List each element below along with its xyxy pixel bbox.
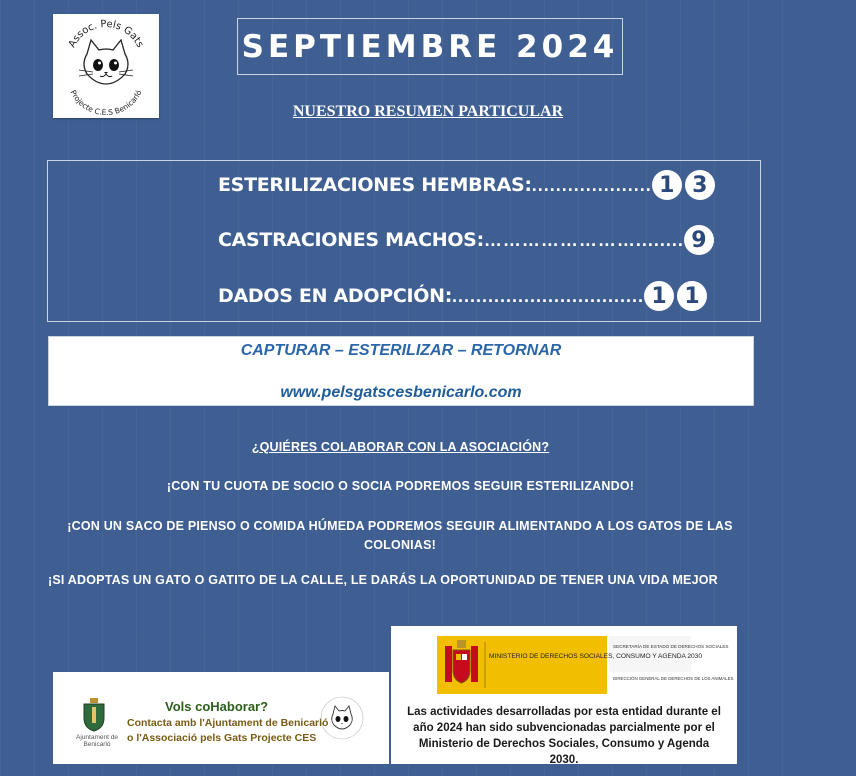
motto-text: CAPTURAR – ESTERILIZAR – RETORNAR [240,342,562,359]
stat-digit: 1 [652,170,682,200]
stat-digit: 3 [685,170,715,200]
collaboration-banner [53,672,389,764]
stat-leader-dots: ................................ [452,285,645,306]
ministry-name: MINISTERIO DE DERECHOS SOCIALES, CONSUMO Y AGENDA 2030 [489,653,703,660]
logo-top-text: Assoc. Pels Gats [66,18,146,50]
cta-question: ¿QUIÉRES COLABORAR CON LA ASOCIACIÓN? [251,440,550,454]
collab-contact-line: Contacta amb l'Ajuntament de Benicarló [127,717,329,729]
stat-row-sterilizations-female [218,170,715,200]
title-box [237,18,623,75]
stat-label: ESTERILIZACIONES HEMBRAS: [218,174,532,196]
collab-contact-line: o l'Associació pels Gats Projecte CES [127,732,317,744]
page-subtitle: NUESTRO RESUMEN PARTICULAR [292,103,564,120]
secretaria-text: SECRETARÍA DE ESTADO DE DERECHOS SOCIALES [613,644,729,649]
stat-digit: 9 [684,225,714,255]
cta-membership-fee: ¡CON TU CUOTA DE SOCIO O SOCIA PODREMOS SEGUIR ESTERILIZANDO! [166,479,635,493]
logo-bottom-text: Projecte C.E.S Benicarló [68,88,144,118]
ministry-banner [391,626,737,764]
stat-value [644,281,707,311]
ajuntament-crest-icon [81,698,107,732]
page-title: SEPTIEMBRE 2024 [241,28,619,65]
ministry-logo-icon [437,636,734,694]
stat-label: DADOS EN ADOPCIÓN: [218,285,453,307]
stat-value [684,225,714,255]
stat-digit: 1 [677,281,707,311]
ajuntament-label: Ajuntament de Benicarló [76,734,118,748]
stat-label: CASTRACIONES MACHOS: [218,229,484,251]
svg-text:Assoc. Pels Gats [67,19,146,50]
direccion-text: DIRECCIÓN GENERAL DE DERECHOS DE LOS ANIMALES [613,676,734,681]
association-small-logo-icon [319,692,365,744]
motto-panel [48,336,754,406]
subsidy-notice: Las actividades desarrolladas por esta entidad durante el año 2024 han sido subvencionadas parcialmente por el Ministerio de Derechos Sociales, Consumo y Agenda 2030. [407,706,721,766]
stats-panel [47,160,761,322]
cta-adopt: ¡SI ADOPTAS UN GATO O GATITO DE LA CALLE, LE DARÁS LA OPORTUNIDAD DE TENER UNA VIDA MEJOR [48,573,718,587]
stat-row-castrations-male [218,225,714,255]
stat-digit: 1 [644,281,674,311]
cta-food-donation: ¡CON UN SACO DE PIENSO O COMIDA HÚMEDA PODREMOS SEGUIR ALIMENTANDO A LOS GATOS DE LAS COLONIAS! [67,519,733,552]
stat-value [652,170,715,200]
stat-row-adoptions [218,281,707,311]
collab-title: Vols coHaborar? [165,699,269,714]
website-link[interactable]: www.pelsgatscesbenicarlo.com [280,384,522,401]
stat-leader-dots: .................... [531,174,652,195]
ministry-name-line [489,653,702,660]
stat-leader-dots: ……………………........ [483,229,684,250]
